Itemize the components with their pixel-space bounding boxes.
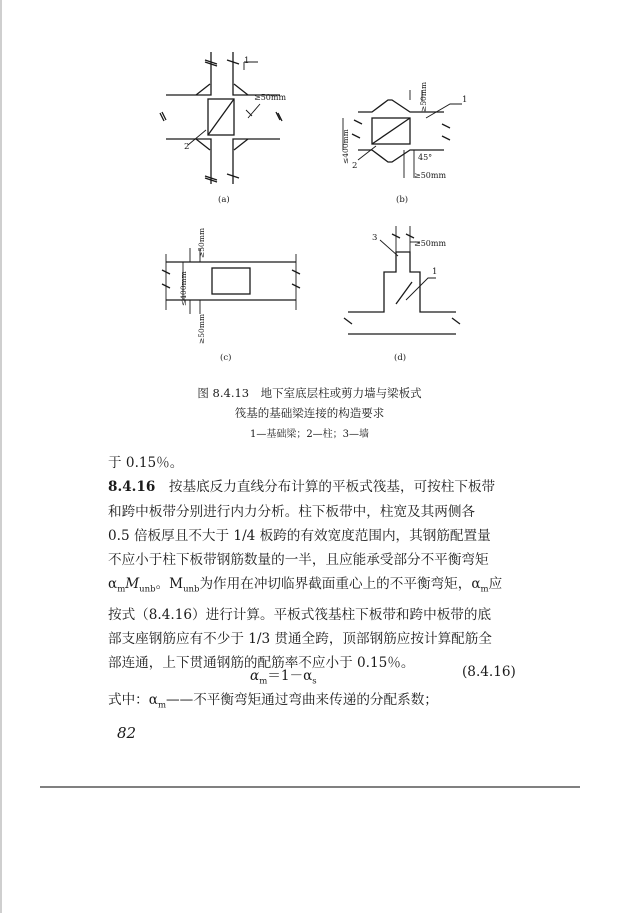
text-line-3: 0.5 倍板厚且不大于 1/4 板跨的有效宽度范围内，其钢筋配置量	[108, 527, 491, 544]
where-text: ——不平衡弯矩通过弯曲来传递的分配系数；	[166, 692, 438, 708]
fig-c-label: (c)	[220, 353, 232, 363]
moment-sub-unb-2: unb	[183, 585, 200, 596]
fig-c-dim-50mm-top: ≥50mm	[197, 227, 206, 258]
text-line-1-rest: 按基底反力直线分布计算的平板式筏基，可按柱下板带	[155, 479, 496, 496]
fig-d-dim-50mm: ≥50mm	[414, 239, 447, 248]
eq-alpha: α	[250, 668, 260, 684]
fig-a-dim-50mm: ≥50mm	[254, 93, 287, 102]
fig-c-dim-400mm: ≤400mm	[179, 271, 188, 306]
fig-b-dim-400mm: ≤400mm	[341, 129, 350, 164]
fig-b-mark-1: 1	[462, 95, 468, 105]
fig-d-mark-3: 3	[372, 233, 378, 243]
fig-b-dim-50mm-bottom: ≥50mm	[414, 171, 447, 180]
eq-rest: ＝1－α	[267, 668, 313, 684]
page-bottom-edge	[40, 786, 580, 788]
moment-sub-unb: unb	[139, 585, 156, 596]
figure-c	[162, 228, 300, 363]
text-line-1	[108, 475, 528, 499]
fig-d-label: (d)	[394, 353, 407, 363]
moment-symbol-2: 。M	[155, 576, 184, 593]
figure-b	[341, 82, 467, 205]
text-line-2: 和跨中板带分别进行内力分析。柱下板带中，柱宽及其两侧各	[108, 503, 476, 520]
fig-b-angle-45: 45°	[418, 153, 433, 162]
fig-d-mark-1: 1	[432, 267, 438, 277]
eq-sub-s: s	[312, 676, 317, 687]
text-line-5-rest: 为作用在冲切临界截面重心上的不平衡弯矩，α	[199, 576, 481, 593]
figure-a	[160, 52, 286, 205]
where-sub-m: m	[157, 700, 167, 711]
text-line-4: 不应小于柱下板带钢筋数量的一半，且应能承受部分不平衡弯矩	[108, 552, 489, 569]
column-section-c	[212, 268, 250, 294]
alpha-sub-m: m	[117, 585, 126, 596]
moment-symbol: M	[125, 576, 140, 593]
equation-number: (8.4.16)	[462, 664, 516, 680]
figure-legend: 1—基础梁；2—柱；3—墙	[249, 429, 370, 440]
figure-d	[344, 226, 460, 363]
fig-b-label: (b)	[396, 195, 409, 205]
alpha-sub-m-2: m	[480, 585, 489, 596]
construction-figure	[140, 40, 480, 380]
equation	[250, 664, 317, 687]
fig-a-mark-2: 2	[184, 142, 190, 152]
text-line-5-end: 应	[488, 576, 503, 593]
text-line-0: 于 0.15％。	[108, 455, 184, 471]
fig-b-mark-2: 2	[352, 161, 358, 171]
fig-a-label: (a)	[218, 195, 230, 205]
page-spine-shadow	[0, 0, 2, 913]
body-text	[108, 451, 528, 675]
text-line-7: 部支座钢筋应有不少于 1/3 贯通全跨，顶部钢筋应按计算配筋全	[108, 630, 492, 647]
alpha-symbol: α	[108, 576, 118, 593]
eq-sub-m: m	[259, 676, 268, 687]
fig-a-mark-1: 1	[244, 56, 250, 66]
fig-b-dim-50mm-top: ≥50mm	[419, 81, 428, 112]
figure-caption-line2: 筏基的基础梁连接的构造要求	[234, 406, 385, 420]
text-line-6: 按式（8.4.16）进行计算。平板式筏基柱下板带和跨中板带的底	[108, 606, 492, 623]
page-number: 82	[117, 724, 137, 742]
clause-number: 8.4.16	[108, 479, 156, 496]
text-line-5	[108, 572, 528, 602]
text-line-8: 部连通，上下贯通钢筋的配筋率不应小于 0.15％。	[108, 655, 415, 672]
where-prefix: 式中：α	[108, 692, 158, 708]
where-line	[108, 688, 528, 718]
fig-c-dim-50mm-bottom: ≥50mm	[197, 313, 206, 344]
figure-caption-line1: 图 8.4.13 地下室底层柱或剪力墙与梁板式	[197, 386, 422, 400]
